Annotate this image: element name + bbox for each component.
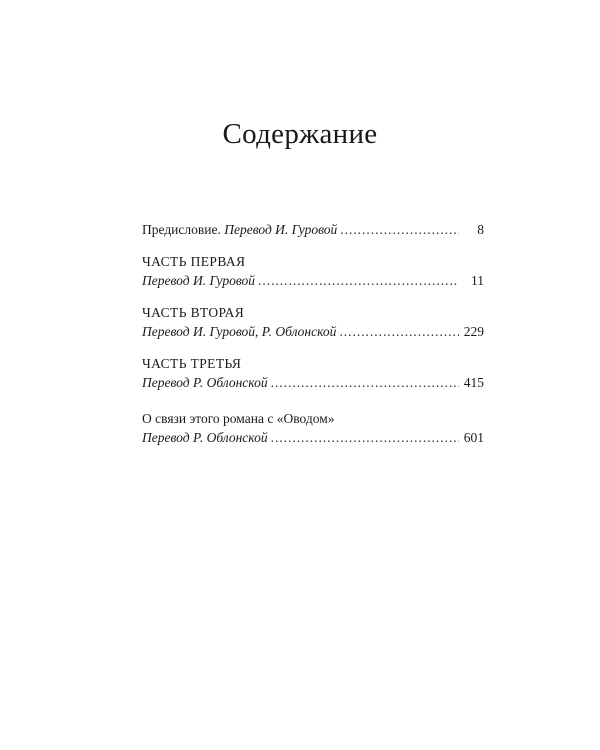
- toc-row: [142, 220, 484, 239]
- dot-leader: [271, 428, 459, 447]
- entry-translator: Перевод И. Гуровой: [142, 273, 256, 288]
- entry-page-number: 229: [463, 324, 484, 339]
- toc-entry-part-one[interactable]: [142, 252, 484, 290]
- dot-leader: [258, 271, 459, 290]
- page-title: Содержание: [222, 118, 378, 150]
- entry-translator: Перевод Р. Облонской: [142, 375, 268, 390]
- entry-heading: ЧАСТЬ ПЕРВАЯ: [142, 254, 246, 269]
- toc-row: [142, 322, 484, 341]
- toc-row: [142, 428, 484, 447]
- dot-leader: [339, 322, 459, 341]
- toc-entry-part-two[interactable]: [142, 303, 484, 341]
- table-of-contents: [142, 220, 484, 447]
- dot-leader: [340, 220, 459, 239]
- entry-page-number: 601: [463, 430, 484, 445]
- toc-entry-preface[interactable]: [142, 220, 484, 239]
- entry-heading: О связи этого романа с «Оводом»: [142, 411, 335, 426]
- toc-row: [142, 271, 484, 290]
- entry-page-number: 415: [463, 375, 484, 390]
- toc-row: [142, 373, 484, 392]
- entry-label: Предисловие.: [142, 222, 221, 237]
- entry-heading: ЧАСТЬ ВТОРАЯ: [142, 305, 245, 320]
- entry-translator: Перевод Р. Облонской: [142, 430, 268, 445]
- entry-translator: Перевод И. Гуровой: [224, 222, 338, 237]
- entry-page-number: 8: [477, 222, 484, 237]
- entry-page-number: 11: [471, 273, 484, 288]
- dot-leader: [271, 373, 459, 392]
- toc-entry-part-three[interactable]: [142, 354, 484, 392]
- toc-entry-afterword[interactable]: [142, 409, 484, 447]
- entry-translator: Перевод И. Гуровой, Р. Облонской: [142, 324, 337, 339]
- entry-heading: ЧАСТЬ ТРЕТЬЯ: [142, 356, 242, 371]
